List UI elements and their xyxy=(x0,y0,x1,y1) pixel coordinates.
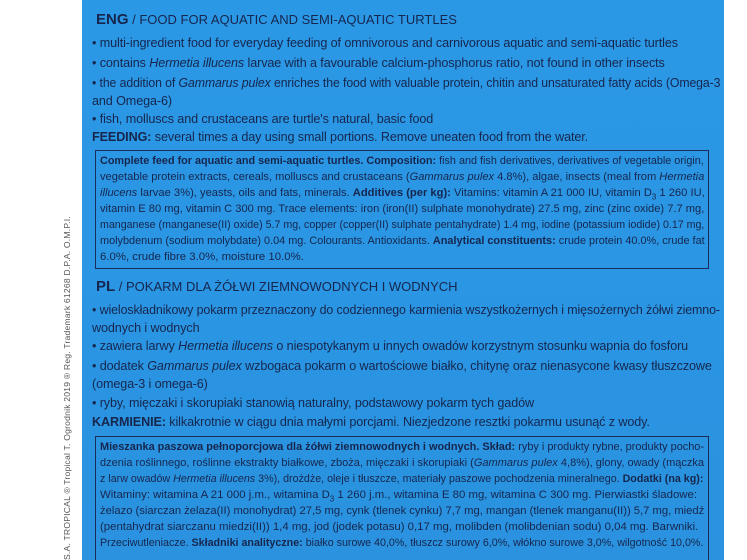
eng-box-l2-species: Gammarus pulex xyxy=(409,171,495,183)
eng-box-l2b: 4.8%), algae, insects (meal from xyxy=(494,171,660,183)
eng-bullet-1: • multi-ingredient food for everyday feeding of omnivorous and carnivorous aquatic and semi-aquatic turtles xyxy=(92,36,678,50)
legal-vertical-text: S.A. TROPICAL ® Tropical T. Ogrodnik 2019 ® Reg. Trademark 61268 D.P.A. O.M.P.I. xyxy=(62,216,72,560)
pl-code: PL xyxy=(96,278,116,295)
pl-box-l1-bold: Mieszanka paszowa pełnoporcjowa dla żółwi ziemnowodnych i wodnych. Skład: xyxy=(100,441,516,453)
eng-box-l6-bold: Analytical constituents: xyxy=(432,235,556,247)
eng-b3-species: Gammarus pulex xyxy=(178,76,271,90)
eng-bullet-3-cont: and Omega-6) xyxy=(92,94,173,108)
pl-box-l4-sub: 3 xyxy=(329,494,335,504)
pl-title: / POKARM DLA ŻÓŁWI ZIEMNOWODNYCH I WODNYCH xyxy=(115,279,458,294)
eng-box-l6c: crude protein 40.0%, crude fat xyxy=(555,235,705,247)
pl-bullet-3-cont: (omega-3 i omega-6) xyxy=(92,377,208,391)
pl-bullet-2 xyxy=(92,336,688,356)
pl-feeding xyxy=(92,412,650,432)
pl-bullet-3 xyxy=(92,356,712,376)
pl-box-l3a: z larw owadów xyxy=(100,473,174,485)
pl-bullet-1-cont: wodnych i wodnych xyxy=(92,321,200,335)
pl-box-l3b: 3%), drożdże, oleje i tłuszcze, materiały paszowe pochodzenia mineralnego. xyxy=(255,473,623,485)
eng-bullet-4: • fish, molluscs and crustaceans are turtle's natural, basic food xyxy=(92,112,434,126)
pl-box-line-3 xyxy=(100,471,703,488)
eng-box-l3c: Vitamins: vitamin A 21 000 IU, vitamin D xyxy=(450,187,652,199)
pl-b3-species: Gammarus pulex xyxy=(147,359,242,373)
eng-feeding-text: several times a day using small portions. Remove uneaten food from the water. xyxy=(151,130,589,144)
eng-b3-post: enriches the food with valuable protein, chitin and unsaturated fatty acids (Omega-3 xyxy=(270,76,721,90)
pl-box-l4b: 1 260 j.m., witamina E 80 mg, witamina C 300 mg. Pierwiastki śladowe: xyxy=(334,489,697,501)
eng-box-line-2 xyxy=(100,169,704,186)
pl-box-line-1 xyxy=(100,439,704,456)
label-panel xyxy=(82,0,724,560)
pl-b2-post: o niespotykanym u innych owadów korzystnym stosunku wapnia do fosforu xyxy=(272,339,689,353)
eng-box-line-6 xyxy=(100,233,705,250)
pl-b3-post: wzbogaca pokarm o wartościowe białko, chitynę oraz nienasycone kwasy tłuszczowe xyxy=(241,359,712,373)
eng-code: ENG xyxy=(96,11,129,28)
eng-feeding xyxy=(92,127,588,147)
eng-b2-species: Hermetia illucens xyxy=(149,56,245,70)
eng-box-line-7: 6.0%, crude fibre 3.0%, moisture 10.0%. xyxy=(100,251,304,263)
pl-box-l2-species: Gammarus pulex xyxy=(473,457,558,469)
pl-box-l7a: Przeciwutleniacze. xyxy=(100,537,192,549)
eng-bullet-3 xyxy=(92,73,720,93)
pl-b2-pre: • zawiera larwy xyxy=(92,339,179,353)
eng-box-line-4: vitamin E 80 mg, vitamin C 300 mg. Trace elements: iron (iron(II) sulphate monohydrate) 27.5 mg, zinc (zinc oxide) 7.7 mg, xyxy=(100,203,705,215)
pl-bullet-1: • wieloskładnikowy pokarm przeznaczony do codziennego karmienia wszystkożernych i mięsożernych żółwi ziemno- xyxy=(92,303,720,317)
eng-box-l6a: molybdenum (sodium molybdate) 0.04 mg. Colourants. Antioxidants. xyxy=(100,235,433,247)
pl-feeding-label: KARMIENIE: xyxy=(92,415,166,429)
pl-box-line-5: żelazo (siarczan żelaza(II) monohydrat) 27,5 mg, cynk (tlenek cynku) 7,7 mg, mangan (tlenek manganu(II)) 5,7 mg, miedź xyxy=(100,505,705,517)
pl-feeding-text: kilkakrotnie w ciągu dnia małymi porcjami. Niezjedzone resztki pokarmu usunąć z wody. xyxy=(165,415,650,429)
pl-box-l2b: 4,8%), glony, owady (mączka xyxy=(557,457,705,469)
pl-heading xyxy=(96,278,458,295)
pl-box-line-7 xyxy=(100,535,703,552)
eng-b3-pre: • the addition of xyxy=(92,76,179,90)
pl-composition-box xyxy=(95,436,709,560)
eng-box-line-1 xyxy=(100,153,704,170)
eng-box-l3-species: illucens xyxy=(100,187,138,199)
eng-box-l3-bold: Additives (per kg): xyxy=(352,187,451,199)
pl-box-l3-species: Hermetia illucens xyxy=(173,473,256,485)
eng-box-l1: fish and fish derivatives, derivatives of vegetable origin, xyxy=(436,155,704,167)
left-margin xyxy=(0,0,82,560)
eng-box-line-5: manganese (manganese(II) oxide) 5.7 mg, copper (copper(II) sulphate pentahydrate) 1.4 mg, iodine (potassium iodide) 0.17 mg, xyxy=(100,219,705,231)
eng-box-l1-bold: Complete feed for aquatic and semi-aquatic turtles. Composition: xyxy=(100,155,437,167)
pl-box-line-2 xyxy=(100,455,704,472)
pl-bullet-4: • ryby, mięczaki i skorupiaki stanowią naturalny, podstawowy pokarm tych gadów xyxy=(92,396,535,410)
eng-box-l3-sub: 3 xyxy=(651,192,657,202)
pl-box-line-6: (pentahydrat siarczanu miedzi(II)) 1,4 mg, jod (jodek potasu) 0,17 mg, molibden (molibdenian sodu) 0,04 mg. Barwniki. xyxy=(100,521,699,533)
eng-feeding-label: FEEDING: xyxy=(92,130,152,144)
sidebar-strip xyxy=(28,0,82,560)
eng-box-l2a: vegetable protein extracts, cereals, molluscs and crustaceans ( xyxy=(100,171,410,183)
eng-title: / FOOD FOR AQUATIC AND SEMI-AQUATIC TURTLES xyxy=(128,12,457,27)
eng-composition-box xyxy=(95,150,709,269)
eng-bullet-2 xyxy=(92,53,665,73)
pl-box-l7-bold: Składniki analityczne: xyxy=(191,537,303,549)
eng-box-l2-species-2: Hermetia xyxy=(659,171,705,183)
eng-b2-post: larvae with a favourable calcium-phosphorus ratio, not found in other insects xyxy=(244,56,665,70)
pl-box-l4a: Witaminy: witamina A 21 000 j.m., witamina D xyxy=(100,489,330,501)
eng-heading xyxy=(96,11,457,28)
pl-b3-pre: • dodatek xyxy=(92,359,148,373)
pl-box-l3-bold: Dodatki (na kg): xyxy=(622,473,704,485)
eng-box-l3a: larvae 3%), yeasts, oils and fats, minerals. xyxy=(137,187,353,199)
eng-b2-pre: • contains xyxy=(92,56,150,70)
pl-b2-species: Hermetia illucens xyxy=(178,339,273,353)
pl-box-l2a: dzenia roślinnego, roślinne ekstrakty białkowe, zboża, mięczaki i skorupiaki ( xyxy=(100,457,474,469)
pl-box-l7c: białko surowe 40,0%, tłuszcz surowy 6,0%, włókno surowe 3,0%, wilgotność 10,0%. xyxy=(302,537,704,549)
right-margin xyxy=(724,0,747,560)
pl-box-l1: ryby i produkty rybne, produkty pocho- xyxy=(515,441,705,453)
eng-box-l3d: 1 260 IU, xyxy=(656,187,705,199)
